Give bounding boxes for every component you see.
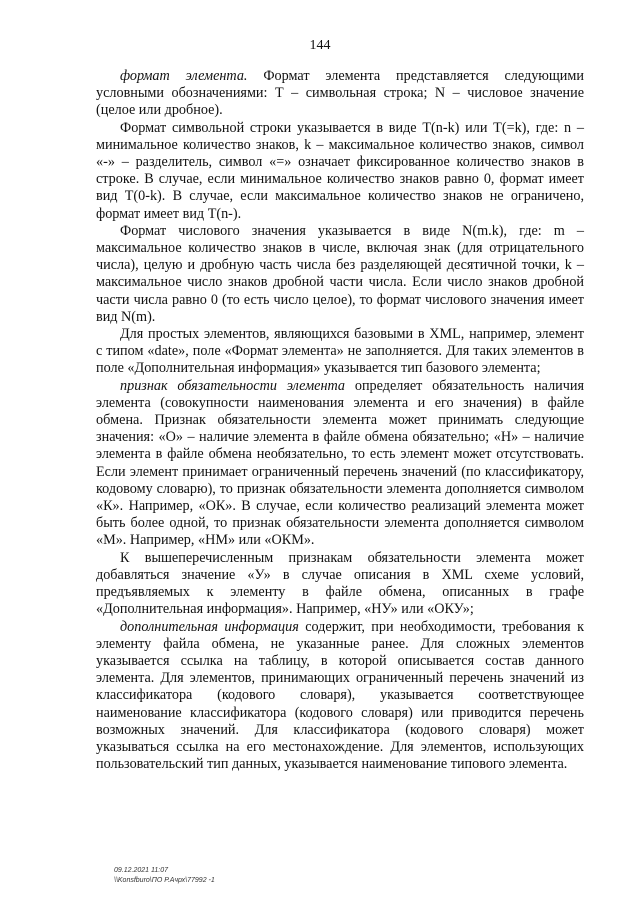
paragraph-text: Формат элемента представляется следующими условными обозначениями: Т – символьная строка; N – числовое значение (целое или дробное). (96, 68, 584, 119)
page-number: 144 (309, 38, 331, 53)
paragraph-element-format (96, 68, 584, 120)
term-element-format: формат элемента. (120, 68, 248, 84)
document-body (96, 68, 584, 773)
paragraph-string-format: Формат символьной строки указывается в виде T(n-k) или T(=k), где: n – минимальное количество знаков, k – максимальное количество знаков, символ «-» – разделитель, символ «=» означает фиксированное количество знаков в строке. В случае, если минимальное количество знаков равно 0, формат имеет вид T(0-k). В случае, если максимальное количество знаков не ограничено, формат имеет вид T(n-). (96, 119, 584, 222)
footer-stamp (114, 866, 215, 886)
paragraph-simple-elements: Для простых элементов, являющихся базовыми в XML, например, элемент с типом «date», поле «Формат элемента» не заполняется. Для таких элементов в поле «Дополнительная информация» указывается тип базового элемента; (96, 326, 584, 377)
paragraph-condition-flag: К вышеперечисленным признакам обязательности элемента может добавляться значение «У» в случае описания в XML схеме условий, предъявляемых к элементу в файле обмена, описанных в графе «Дополнительная информация». Например, «НУ» или «ОКУ»; (96, 549, 584, 618)
paragraph-mandatory-flag (96, 378, 584, 550)
paragraph-text: определяет обязательность наличия элемента (совокупности наименования элемента и его значения) в файле обмена. Признак обязательности элемента может принимать следующие значения: «О» – наличие элемента в файле обмена обязательно; «Н» – наличие элемента в файле обмена необязательно, то есть элемент может отсутствовать. Если элемент принимает ограниченный перечень значений (по классификатору, кодовому словарю), то признак обязательности элемента дополняется символом «К». Например, «ОК». В случае, если количество реализаций элемента может быть более одной, то признак обязательности элемента дополняется символом «М». Например, «НМ» или «ОКМ». (96, 377, 584, 549)
paragraph-number-format: Формат числового значения указывается в виде N(m.k), где: m – максимальное количество знаков в числе, включая знак (для отрицательного числа), целую и дробную часть числа без разделяющей десятичной точки, k – максимальное число знаков дробной части числа. Если число знаков дробной части числа равно 0 (то есть число целое), то формат числового значения имеет вид N(m). (96, 222, 584, 325)
term-additional-info: дополнительная информация (120, 618, 299, 635)
paragraph-additional-info (96, 619, 584, 774)
paragraph-text: содержит, при необходимости, требования к элементу файла обмена, не указанные ранее. Для сложных элементов указывается ссылка на таблицу, в которой описывается состав данного элемента. Для элементов, принимающих ограниченный перечень значений из классификатора (кодового словаря), указывается соответствующее наименование классификатора (кодового словаря) или приводится перечень возможных значений. Для классификатора (кодового словаря) может указываться ссылка на его местонахождение. Для элементов, использующих пользовательский тип данных, указывается наименование типового элемента. (96, 618, 584, 773)
footer-path: \\Konsfburo\ПО Р.Ачрх\77992 -1 (114, 877, 215, 884)
term-mandatory-flag: признак обязательности элемента (120, 377, 346, 394)
footer-timestamp: 09.12.2021 11:07 (114, 867, 168, 874)
